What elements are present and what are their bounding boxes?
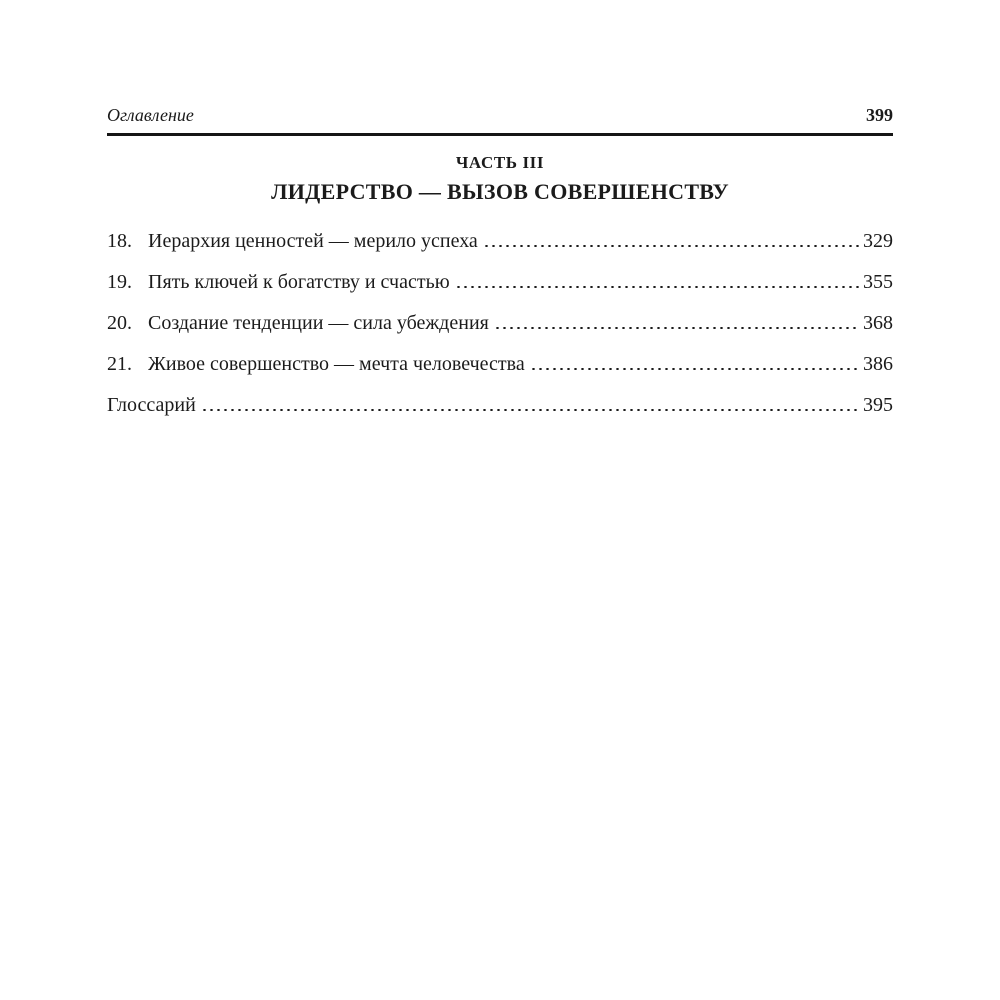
toc-dot-leader (201, 409, 859, 411)
running-header (107, 105, 893, 136)
toc-entry-number: 21. (107, 353, 132, 375)
toc-entry-page: 368 (863, 312, 893, 334)
part-label: ЧАСТЬ III (455, 153, 545, 172)
toc-dot-leader (494, 327, 859, 329)
toc-entry-number: 20. (107, 312, 132, 334)
toc-entry-number: 18. (107, 230, 132, 252)
toc-entry-page: 355 (863, 271, 893, 293)
toc-entry-page: 386 (863, 353, 893, 375)
toc-dot-leader (530, 368, 859, 370)
toc-dot-leader (455, 286, 859, 288)
toc-entry-title: Создание тенденции — сила убеждения (148, 312, 489, 334)
toc-entry-glossary (107, 395, 893, 416)
toc-entry (107, 231, 893, 252)
toc-entry (107, 354, 893, 375)
toc-dot-leader (483, 245, 859, 247)
toc-entry-page: 329 (863, 230, 893, 252)
table-of-contents (107, 231, 893, 416)
part-title: ЛИДЕРСТВО — ВЫЗОВ СОВЕРШЕНСТВУ (271, 179, 729, 204)
toc-entry-number: 19. (107, 271, 132, 293)
page-content (107, 105, 893, 436)
running-header-page-number: 399 (866, 105, 893, 125)
toc-entry (107, 313, 893, 334)
toc-entry-page: 395 (863, 394, 893, 416)
toc-entry (107, 272, 893, 293)
toc-entry-title: Живое совершенство — мечта человечества (148, 353, 525, 375)
part-heading (107, 153, 893, 205)
toc-entry-title: Пять ключей к богатству и счастью (148, 271, 450, 293)
toc-entry-title: Иерархия ценностей — мерило успеха (148, 230, 478, 252)
toc-entry-title: Глоссарий (107, 394, 196, 416)
running-header-title: Оглавление (107, 105, 194, 125)
